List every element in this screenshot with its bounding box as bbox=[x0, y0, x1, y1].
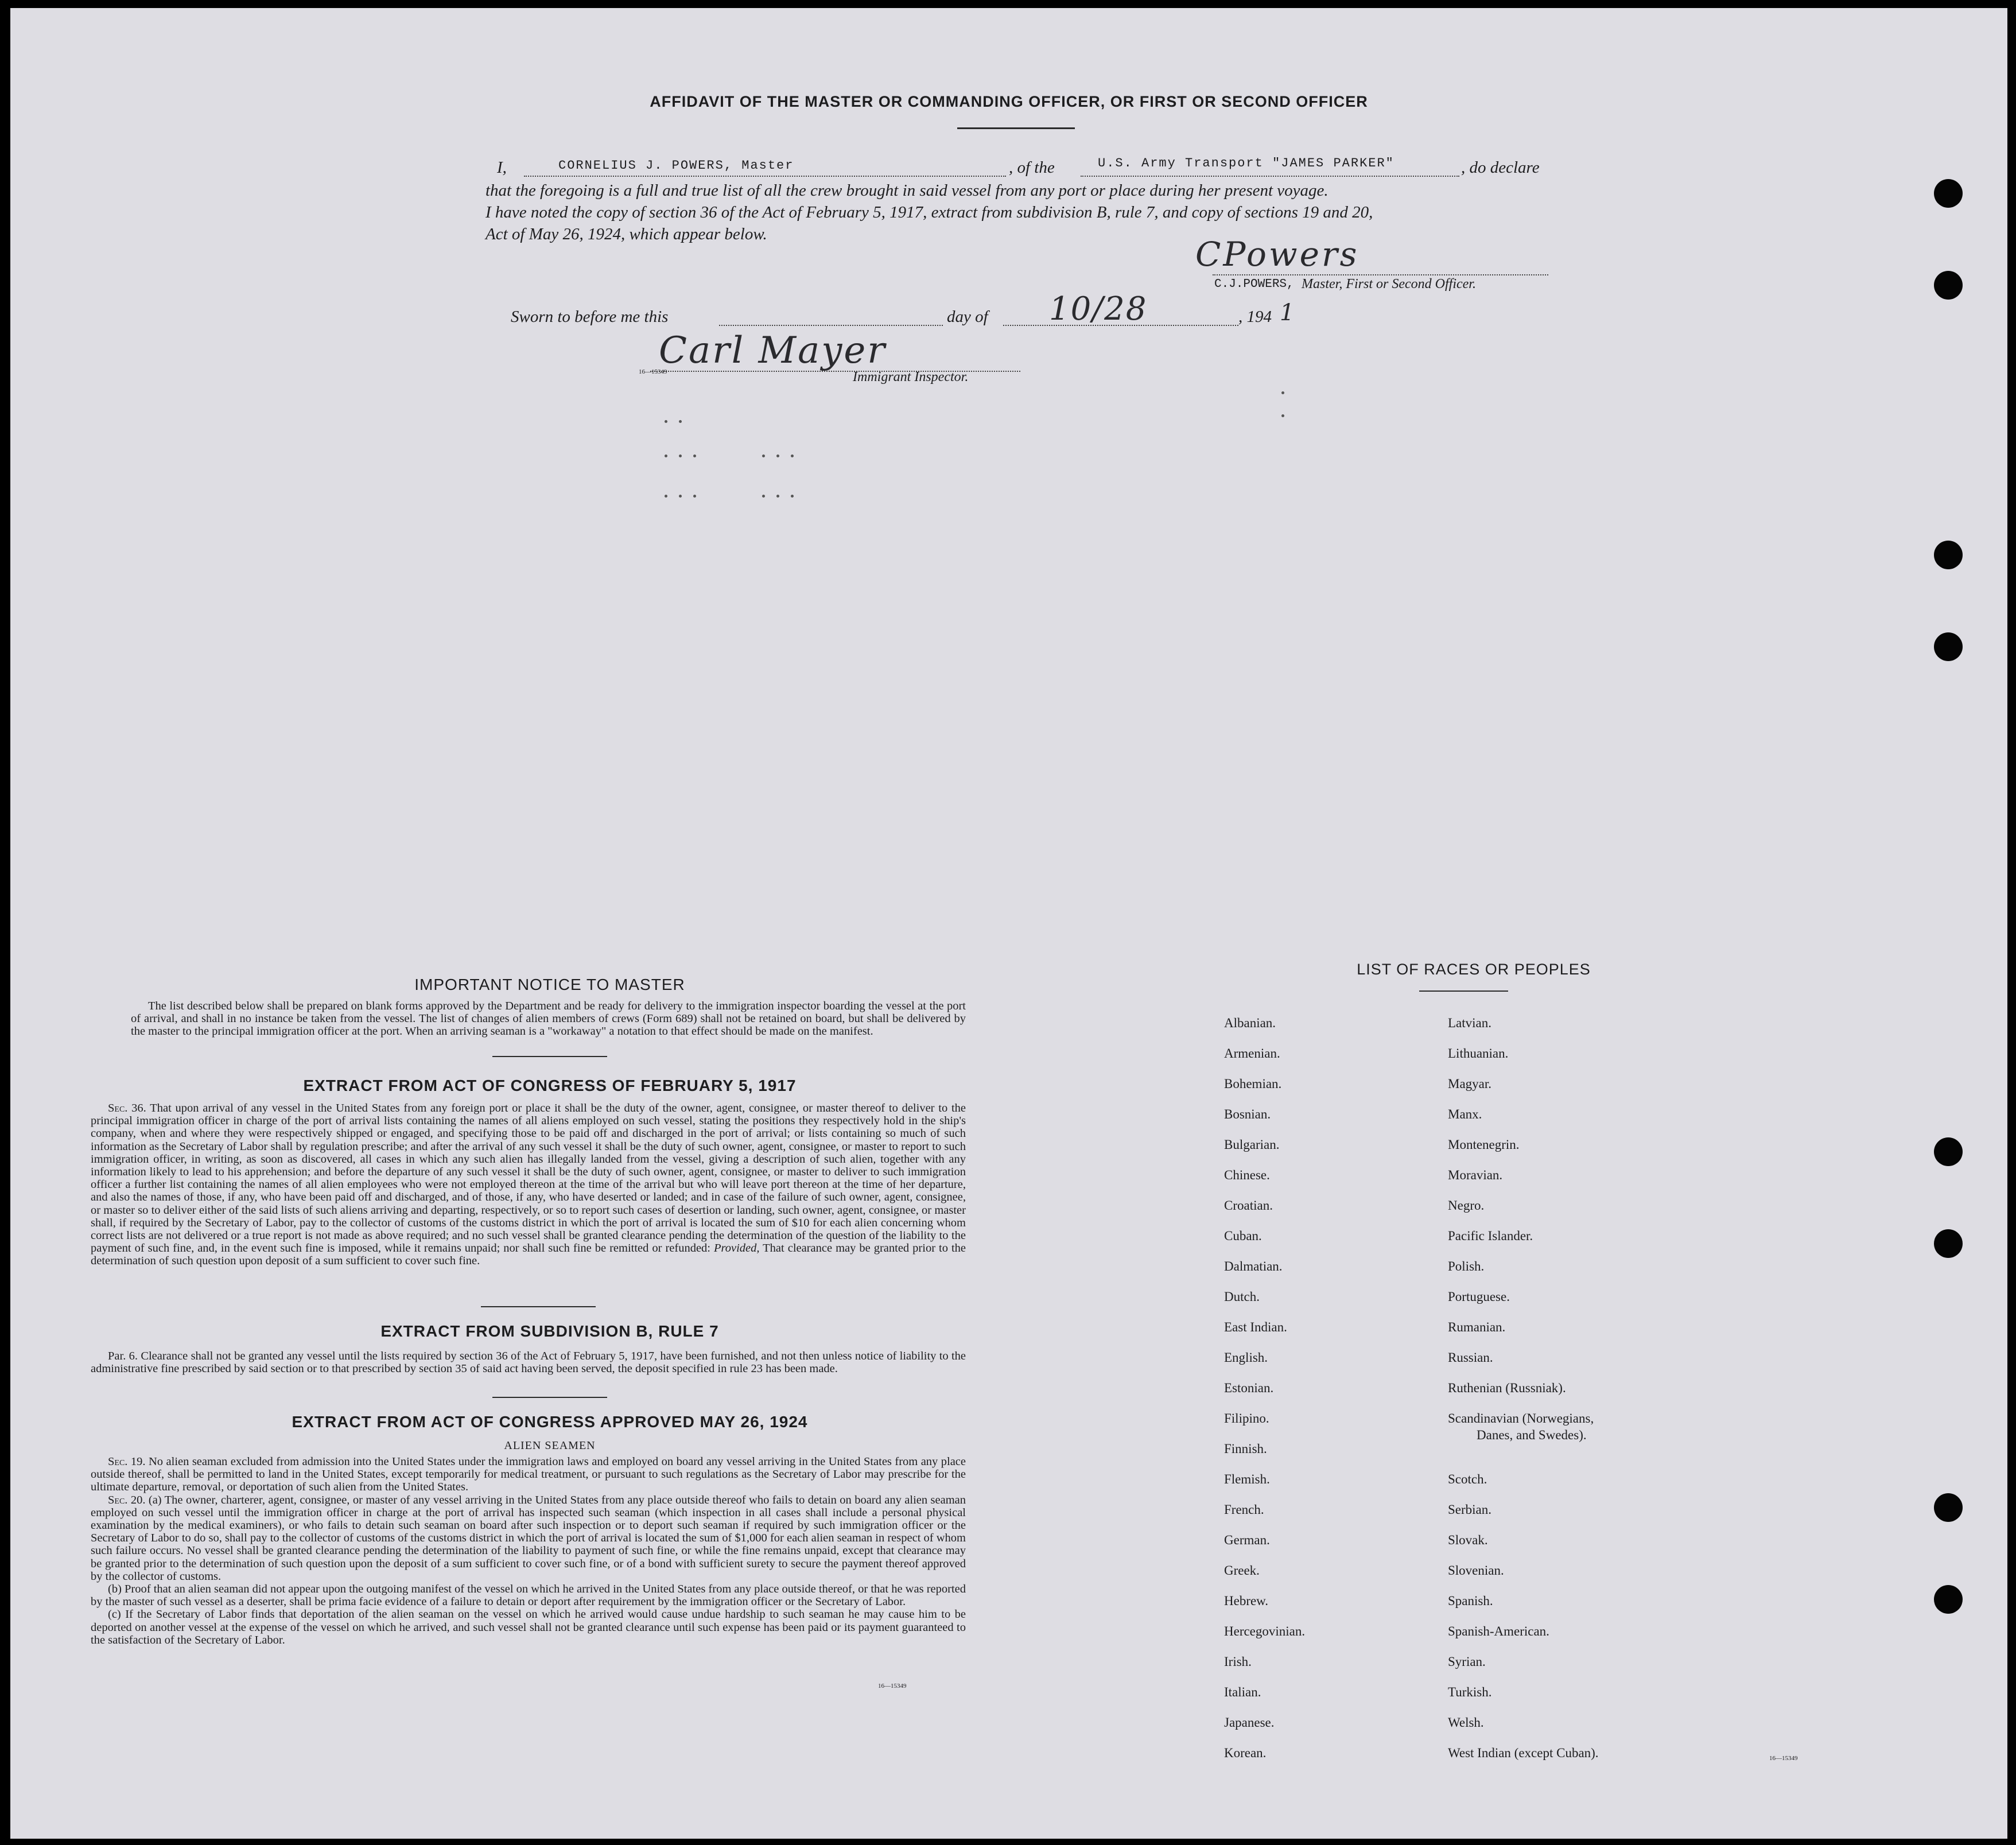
race-item: French. bbox=[1224, 1502, 1264, 1517]
inspector-signature: Carl Mayer bbox=[659, 329, 887, 372]
sworn-label: Sworn to before me this bbox=[511, 308, 669, 326]
sec-20b-text: (b) Proof that an alien seaman did not appear upon the outgoing manifest of the vessel on which he arrived in the United States from any place outside thereof, or that he was reported by the master of such vessel as a deserter, shall be prima facie evidence of a failure to detain or deport after requirement by the immigration officer or the Secretary of Labor. bbox=[91, 1583, 966, 1609]
dot bbox=[762, 455, 765, 457]
race-item: Lithuanian. bbox=[1448, 1046, 1509, 1061]
dot bbox=[1281, 414, 1284, 417]
extract-1924-body bbox=[91, 1455, 966, 1646]
divider bbox=[492, 1397, 607, 1398]
affidavit-line-2: that the foregoing is a full and true list of all the crew brought in said vessel from any port or place during her present voyage. bbox=[485, 181, 1329, 200]
sec-19-label: Sec. 19. bbox=[108, 1455, 146, 1468]
extract-1924-title: EXTRACT FROM ACT OF CONGRESS APPROVED MAY 26, 1924 bbox=[292, 1413, 808, 1431]
race-item: Montenegrin. bbox=[1448, 1137, 1520, 1152]
affidavit-title: AFFIDAVIT OF THE MASTER OR COMMANDING OFFICER, OR FIRST OR SECOND OFFICER bbox=[650, 93, 1368, 110]
dot bbox=[679, 495, 682, 498]
extract-1917-title: EXTRACT FROM ACT OF CONGRESS OF FEBRUARY 5, 1917 bbox=[303, 1077, 797, 1094]
race-item: Slovenian. bbox=[1448, 1563, 1504, 1578]
race-item: Japanese. bbox=[1224, 1715, 1275, 1730]
sec-20-label: Sec. 20. bbox=[108, 1493, 146, 1506]
sec-36-label: Sec. 36. bbox=[108, 1102, 146, 1114]
dot bbox=[693, 455, 696, 457]
race-item: Filipino. bbox=[1224, 1411, 1269, 1425]
race-item: Magyar. bbox=[1448, 1077, 1492, 1091]
race-item: Serbian. bbox=[1448, 1502, 1492, 1517]
race-item: Croatian. bbox=[1224, 1198, 1273, 1213]
punch-hole bbox=[1934, 271, 1963, 300]
year-handwritten: 1 bbox=[1280, 300, 1295, 326]
master-name: CORNELIUS J. POWERS, Master bbox=[558, 158, 794, 173]
race-item: Bulgarian. bbox=[1224, 1137, 1280, 1152]
race-item: Hercegovinian. bbox=[1224, 1624, 1306, 1638]
race-item: Cuban. bbox=[1224, 1229, 1262, 1243]
form-number-left: 16—15349 bbox=[878, 1683, 907, 1689]
notice-title: IMPORTANT NOTICE TO MASTER bbox=[414, 976, 685, 993]
affidavit-line-3: I have noted the copy of section 36 of the Act of February 5, 1917, extract from subdivision B, rule 7, and copy of sections 19 and 20, bbox=[485, 203, 1373, 222]
of-the-label: , of the bbox=[1009, 158, 1055, 177]
dot bbox=[665, 495, 667, 498]
race-item: Dutch. bbox=[1224, 1289, 1260, 1304]
sec-20a-text: (a) The owner, charterer, agent, consignee, or master of any vessel arriving in the United States from any place outside thereof who fails to detain on board any alien seaman employed on such vessel until the immigration officer in charge at the port of arrival has inspected such seaman (which inspection in all cases shall include a personal physical examination by the medical examiners), or who fails to detain such seaman on board after such inspection or to deport such seaman if required by such immigration officer or the Secretary of Labor to do so, shall pay to the collector of customs of the customs district in which the port of arrival is located the sum of $1,000 for each alien seaman in respect of whom such failure occurs. No vessel shall be granted clearance pending the determination of the liability to payment of such fine, or while the fine remains unpaid, except that clearance may be granted prior to the determination of such question upon the deposit of a sum sufficient to cover such fine, or of a bond with sufficient surety to secure the payment thereof approved by the collector of customs. bbox=[91, 1493, 966, 1583]
dot bbox=[791, 455, 794, 457]
punch-hole bbox=[1934, 1229, 1963, 1258]
proviso-label: Provided, bbox=[714, 1242, 760, 1255]
vessel-name-field bbox=[1081, 158, 1459, 177]
sec-20c-text: (c) If the Secretary of Labor finds that deportation of the alien seaman on the vessel on which he arrived would cause undue hardship to such seaman he may cause him to be deported on another vessel at the expense of the vessel on which he arrived, and such vessel shall not be granted clearance until such expense has been paid or its payment guaranteed to the satisfaction of the Secretary of Labor. bbox=[91, 1608, 966, 1646]
race-item: Welsh. bbox=[1448, 1715, 1484, 1730]
i-label: I, bbox=[497, 158, 507, 177]
dot bbox=[791, 495, 794, 498]
subdivision-body bbox=[91, 1350, 966, 1375]
signer-role: Master, First or Second Officer. bbox=[1302, 277, 1476, 292]
race-item: Syrian. bbox=[1448, 1654, 1486, 1669]
race-item-continued: Danes, and Swedes). bbox=[1477, 1428, 1587, 1442]
day-of-label: day of bbox=[947, 308, 988, 326]
subdivision-paragraph: Par. 6. Clearance shall not be granted any vessel until the lists required by section 36 of the Act of February 5, 1917, have been furnished, and not then unless notice of liability to the administrative fine prescribed by said section or to that prescribed by section 35 of said act having been served, the deposit specified in rule 23 has been made. bbox=[91, 1350, 966, 1376]
race-item: German. bbox=[1224, 1533, 1270, 1547]
sworn-date-field bbox=[1003, 290, 1238, 328]
race-item: Negro. bbox=[1448, 1198, 1485, 1213]
race-item: Greek. bbox=[1224, 1563, 1260, 1578]
master-name-field bbox=[524, 158, 1006, 177]
race-item: Finnish. bbox=[1224, 1442, 1267, 1456]
race-item: Albanian. bbox=[1224, 1016, 1276, 1030]
race-item: Korean. bbox=[1224, 1746, 1267, 1760]
affidavit-line-4: Act of May 26, 1924, which appear below. bbox=[485, 225, 767, 243]
race-item: Ruthenian (Russniak). bbox=[1448, 1381, 1566, 1395]
dot bbox=[693, 495, 696, 498]
punch-hole bbox=[1934, 179, 1963, 208]
race-item: Portuguese. bbox=[1448, 1289, 1510, 1304]
sworn-day-field bbox=[719, 308, 943, 326]
race-item: Latvian. bbox=[1448, 1016, 1491, 1030]
dot bbox=[762, 495, 765, 498]
inspector-label: Immigrant Inspector. bbox=[853, 370, 969, 384]
race-item: Bosnian. bbox=[1224, 1107, 1271, 1121]
sec-36-text: That upon arrival of any vessel in the United States from any foreign port or place it shall be the duty of the owner, agent, consignee, or master thereof to deliver to the principal immigration officer in charge of the port of arrival lists containing the names of all aliens employed on such vessel, stating the positions they respectively hold in the ship's company, when and where they were respectively shipped or engaged, and specifying those to be paid off and discharged in the port of arrival; or lists containing so much of such information as the Secretary of Labor shall by regulation prescribe; and after the arrival of any such vessel it shall be the duty of such owner, agent, consignee, or master to report to such immigration officer, in writing, as soon as discovered, all cases in which any such alien has illegally landed from the vessel, giving a description of such alien, together with any information likely to lead to his apprehension; and before the departure of any such vessel it shall be the duty of such owner, agent, consignee, or master to deliver to such immigration officer a further list containing the names of all alien employees who were not employed thereon at the time of the arrival but who will leave port thereon at the time of her departure, and also the names of those, if any, who have been paid off and discharged, and of those, if any, who have deserted or landed; and in case of the failure of such owner, agent, consignee, or master so to deliver either of the said lists of such aliens arriving and departing, respectively, or so to report such cases of desertion or landing, such owner, agent, consignee, or master shall, if required by the Secretary of Labor, pay to the collector of customs of the customs district in which the port of arrival is located the sum of $10 for each alien concerning whom correct lists are not delivered or a true report is not made as above required; and no such vessel shall be granted clearance pending the determination of the question of the liability to the payment of such fine, and, in the event such fine is imposed, while it remains unpaid; nor shall such fine be remitted or refunded: bbox=[91, 1102, 966, 1255]
proviso-text: That clearance may be granted prior to the determination of such question upon deposit of a sum sufficient to cover such fine. bbox=[91, 1242, 966, 1268]
punch-hole bbox=[1934, 541, 1963, 569]
races-title: LIST OF RACES OR PEOPLES bbox=[1357, 961, 1591, 978]
form-number-top: 16—15349 bbox=[639, 368, 667, 375]
race-item: Rumanian. bbox=[1448, 1320, 1506, 1334]
dot bbox=[776, 495, 779, 498]
subdivision-title: EXTRACT FROM SUBDIVISION B, RULE 7 bbox=[380, 1322, 719, 1340]
race-item: Pacific Islander. bbox=[1448, 1229, 1533, 1243]
sec-19-text: No alien seaman excluded from admission into the United States under the immigration laws and employed on board any vessel arriving in the United States from any place outside thereof, shall be permitted to land in the United States, except temporarily for medical treatment, or pursuant to such regulations as the Secretary of Labor may prescribe for the ultimate departure, removal, or deportation of such alien from the United States. bbox=[91, 1455, 966, 1494]
race-item: Spanish. bbox=[1448, 1594, 1493, 1608]
notice-paragraph: The list described below shall be prepared on blank forms approved by the Department and be ready for delivery to the immigration inspector boarding the vessel at the port of arrival, and shall in no instance be taken from the vessel. The list of changes of alien members of crews (Form 689) shall not be retained on board, but shall be delivered by the master to the principal immigration officer at the port. When an arriving seaman is a "workaway" a notation to that effect should be made on the manifest. bbox=[131, 1000, 966, 1038]
race-item: Bohemian. bbox=[1224, 1077, 1282, 1091]
race-item: Armenian. bbox=[1224, 1046, 1280, 1061]
vessel-name: U.S. Army Transport "JAMES PARKER" bbox=[1098, 156, 1395, 170]
punch-hole bbox=[1934, 1137, 1963, 1166]
race-item: Scandinavian (Norwegians, bbox=[1448, 1411, 1594, 1425]
race-item: West Indian (except Cuban). bbox=[1448, 1746, 1599, 1760]
title-divider bbox=[957, 127, 1075, 129]
race-item: Manx. bbox=[1448, 1107, 1482, 1121]
race-item: Chinese. bbox=[1224, 1168, 1270, 1182]
race-item: Irish. bbox=[1224, 1654, 1252, 1669]
punch-hole bbox=[1934, 1585, 1963, 1614]
race-item: Dalmatian. bbox=[1224, 1259, 1283, 1273]
punch-hole bbox=[1934, 1493, 1963, 1522]
race-item: Hebrew. bbox=[1224, 1594, 1269, 1608]
date-handwritten: 10/28 bbox=[1049, 290, 1148, 328]
notice-body bbox=[131, 1000, 966, 1038]
race-item: Turkish. bbox=[1448, 1685, 1492, 1699]
race-item: English. bbox=[1224, 1350, 1268, 1365]
race-item: East Indian. bbox=[1224, 1320, 1287, 1334]
form-number-right: 16—15349 bbox=[1769, 1755, 1798, 1762]
divider bbox=[492, 1056, 607, 1057]
races-divider bbox=[1419, 991, 1508, 992]
race-item: Italian. bbox=[1224, 1685, 1261, 1699]
dot bbox=[679, 455, 682, 457]
dot bbox=[665, 455, 667, 457]
extract-1917-body bbox=[91, 1102, 966, 1268]
extract-1924-subtitle: ALIEN SEAMEN bbox=[504, 1439, 596, 1452]
dot bbox=[665, 420, 667, 423]
signature-line bbox=[1213, 274, 1548, 275]
dot bbox=[679, 420, 682, 423]
dot bbox=[776, 455, 779, 457]
dot bbox=[1281, 391, 1284, 394]
year-prefix: , 194 bbox=[1238, 308, 1272, 326]
race-item: Flemish. bbox=[1224, 1472, 1270, 1486]
race-item: Moravian. bbox=[1448, 1168, 1503, 1182]
race-item: Estonian. bbox=[1224, 1381, 1274, 1395]
punch-hole bbox=[1934, 632, 1963, 661]
race-item: Russian. bbox=[1448, 1350, 1493, 1365]
do-declare-label: , do declare bbox=[1461, 158, 1540, 177]
race-item: Slovak. bbox=[1448, 1533, 1488, 1547]
document-page bbox=[10, 8, 2007, 1839]
master-signature: CPowers bbox=[1195, 235, 1359, 274]
race-item: Polish. bbox=[1448, 1259, 1485, 1273]
race-item: Scotch. bbox=[1448, 1472, 1487, 1486]
divider bbox=[481, 1306, 596, 1307]
signer-typed: C.J.POWERS, bbox=[1214, 278, 1294, 291]
race-item: Spanish-American. bbox=[1448, 1624, 1549, 1638]
